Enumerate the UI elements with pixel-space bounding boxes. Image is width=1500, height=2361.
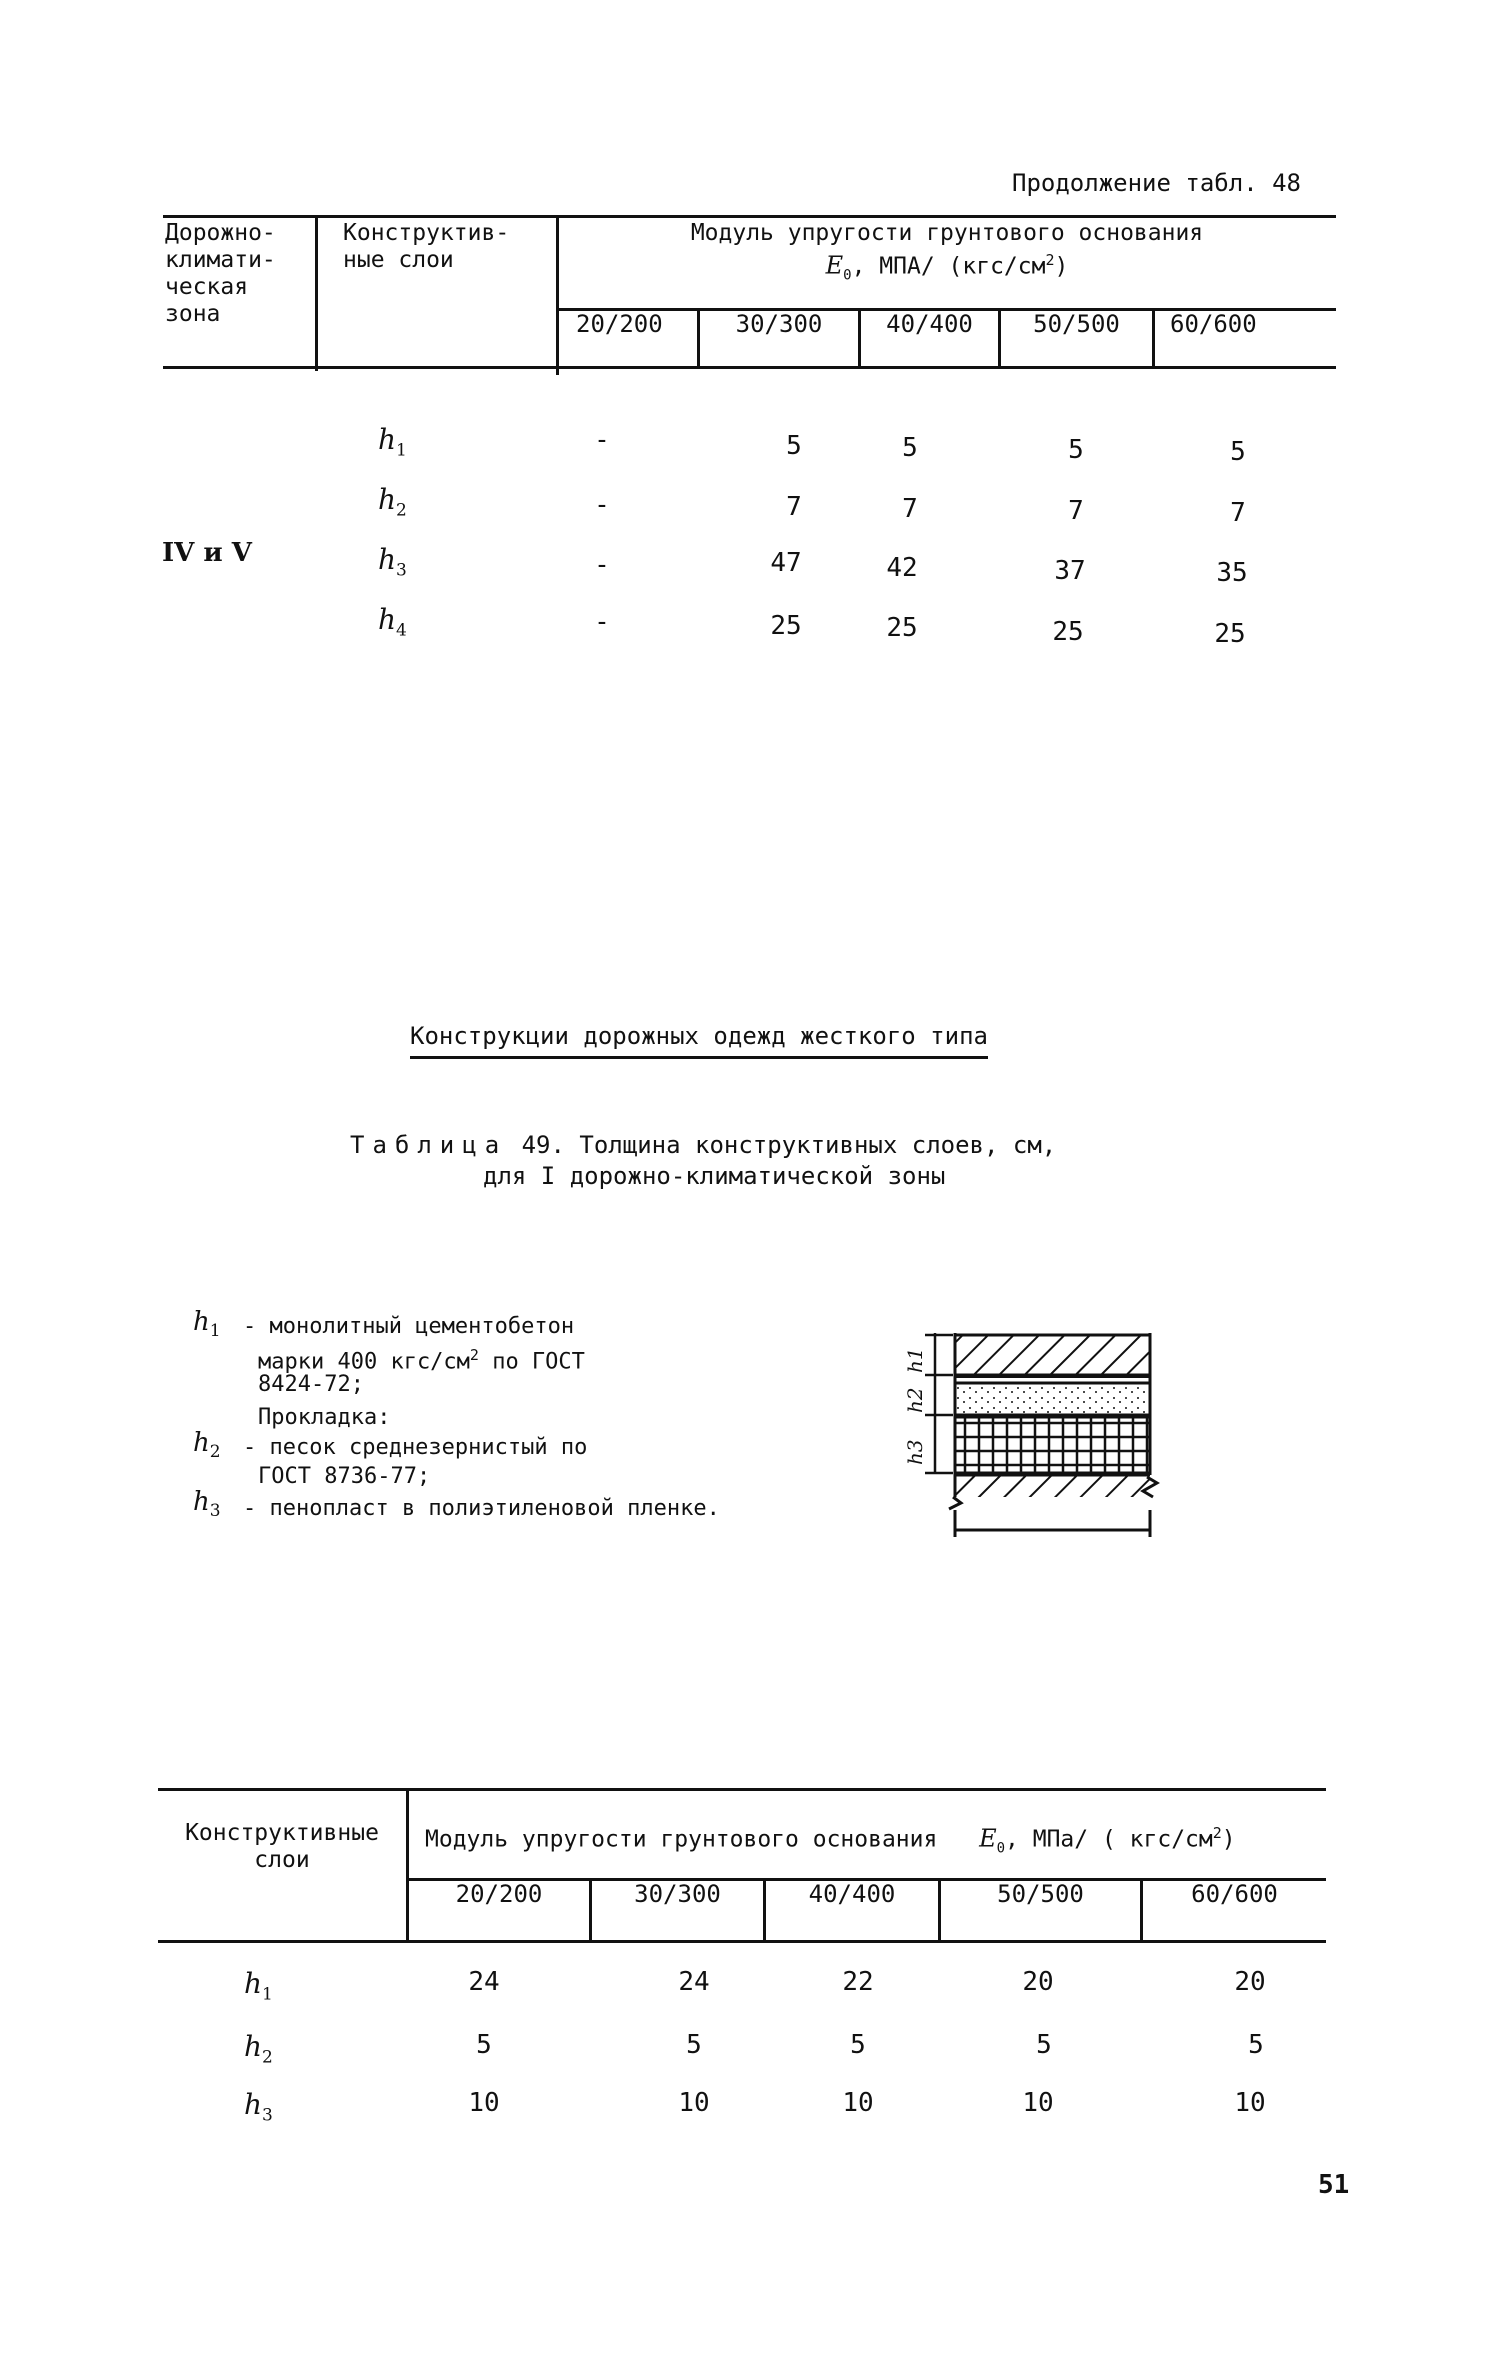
- zone-label: IV и V: [162, 538, 252, 568]
- column-header: 20/200: [455, 1880, 543, 1908]
- layers-header: Конструктивные слои: [185, 1820, 379, 1873]
- continuation-label: Продолжение табл. 48: [1012, 169, 1301, 197]
- pavement-cross-section-diagram: [895, 1325, 1160, 1540]
- column-header: 30/300: [735, 310, 823, 338]
- column-header: 40/400: [886, 310, 973, 338]
- modulus-header: Модуль упругости грунтового основания $E_0$, МПА/ $(кгс/см^2)$: [690, 220, 1204, 284]
- column-header: 20/200: [576, 310, 663, 338]
- column-header: 50/500: [1033, 310, 1120, 338]
- column-header: 40/400: [808, 1880, 896, 1908]
- zone-header: Дорожно- климати- ческая зона: [165, 220, 276, 327]
- column-header: 30/300: [634, 1880, 721, 1908]
- diagram-label-h2: h2: [903, 1387, 927, 1413]
- column-header: 60/600: [1170, 310, 1257, 338]
- modulus-header: Модуль упругости грунтового основания $E_0$, МПа/ ( кгс/$см^2$): [425, 1824, 1236, 1857]
- table-49-caption: Таблица 49. Толщина конструктивных слоев, см,: [350, 1131, 1057, 1159]
- page-number: 51: [1318, 2170, 1350, 2200]
- diagram-label-h3: h3: [903, 1439, 927, 1465]
- layers-header: Конструктив- ные слои: [343, 220, 510, 273]
- diagram-label-h1: h1: [903, 1347, 927, 1373]
- column-header: 60/600: [1191, 1880, 1278, 1908]
- table-49-caption-line2: для I дорожно-климатической зоны: [483, 1162, 946, 1190]
- column-header: 50/500: [997, 1880, 1084, 1908]
- section-title: Конструкции дорожных одежд жесткого типа: [410, 1023, 988, 1059]
